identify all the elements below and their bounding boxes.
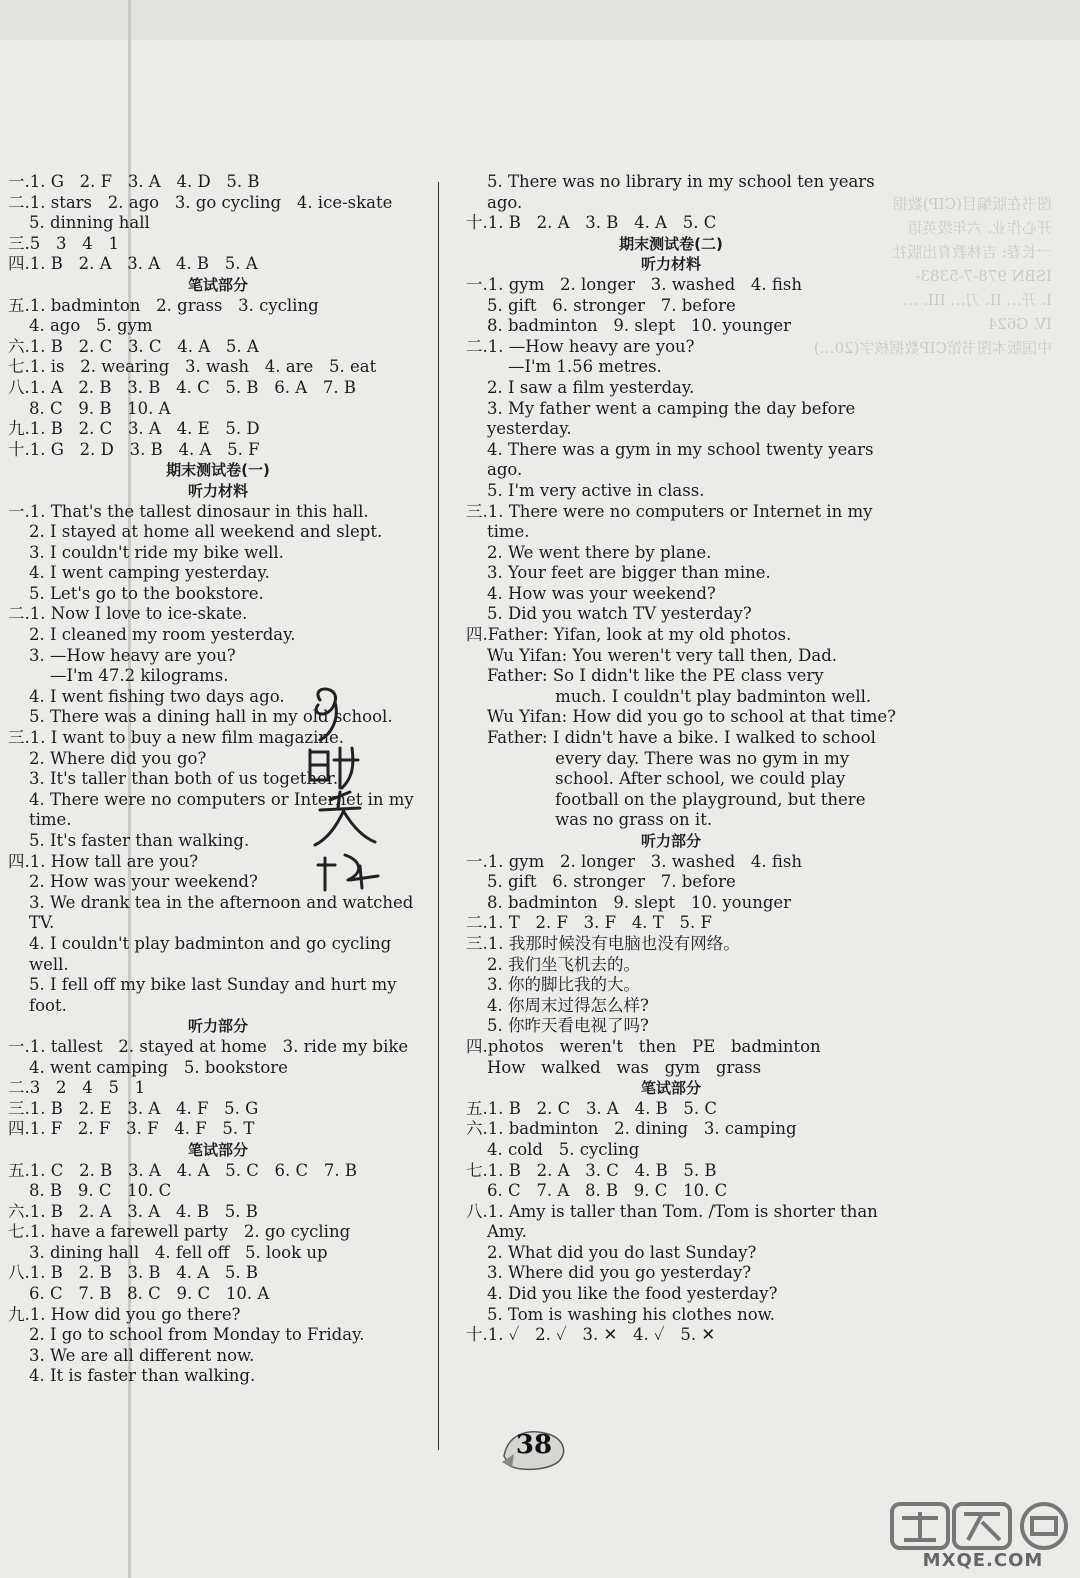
answer-line: 十.1. G 2. D 3. B 4. A 5. F [8, 439, 260, 459]
answer-line: 四.1. F 2. F 3. F 4. F 5. T [8, 1119, 255, 1139]
bleed-through-line: 一长春: 吉林教育出版社 [892, 243, 1052, 261]
answer-line: 二.1. Now I love to ice-skate. [8, 604, 248, 624]
answer-line: 三.1. B 2. E 3. A 4. F 5. G [8, 1098, 259, 1118]
answer-line: 2. What did you do last Sunday? [466, 1242, 757, 1262]
answer-line: 5. I fell off my bike last Sunday and hurt my [8, 975, 397, 995]
answer-line: 4. How was your weekend? [466, 583, 716, 603]
answer-line: 4. There was a gym in my school twenty years [466, 439, 874, 459]
answer-line: 3. 你的脚比我的大。 [466, 975, 640, 995]
answer-line: 3. —How heavy are you? [8, 645, 236, 665]
answer-line: 4. ago 5. gym [8, 316, 153, 336]
scan-edge [0, 0, 1080, 40]
answer-line: 九.1. B 2. C 3. A 4. E 5. D [8, 419, 260, 439]
answer-line: 3. I couldn't ride my bike well. [8, 542, 284, 562]
answer-line: 四.photos weren't then PE badminton [466, 1036, 821, 1056]
answer-line: How walked was gym grass [466, 1057, 762, 1077]
answer-line: football on the playground, but there [466, 789, 866, 809]
answer-line: 三.1. 我那时候没有电脑也没有网络。 [466, 933, 740, 953]
answer-line: 4. Did you like the food yesterday? [466, 1284, 778, 1304]
answer-line: 一.1. G 2. F 3. A 4. D 5. B [8, 172, 260, 191]
answer-line: 六.1. B 2. C 3. C 4. A 5. A [8, 336, 259, 356]
section-heading: 笔试部分 [187, 1140, 248, 1159]
answer-line: 2. We went there by plane. [466, 542, 712, 562]
page-number: 38 [515, 1430, 553, 1460]
section-heading: 听力部分 [187, 1017, 248, 1036]
answer-line: 2. I stayed at home all weekend and slept. [8, 522, 383, 542]
handwriting-scribble [300, 680, 410, 900]
answer-line: 5. I'm very active in class. [466, 480, 705, 500]
watermark-logo [888, 1500, 1078, 1578]
answer-line: 四.1. How tall are you? [8, 851, 199, 871]
section-heading: 期末测试卷(一) [166, 461, 270, 480]
answer-line: 七.1. have a farewell party 2. go cycling [8, 1222, 351, 1242]
answer-line: 4. 你周末过得怎么样? [466, 995, 649, 1015]
answer-line: 五.1. badminton 2. grass 3. cycling [8, 295, 319, 315]
answer-line: ago. [466, 192, 523, 212]
answer-line: 4. I went camping yesterday. [8, 563, 270, 583]
answer-line: 5. Did you watch TV yesterday? [466, 604, 752, 624]
answer-line: 八.1. B 2. B 3. B 4. A 5. B [8, 1263, 259, 1283]
answer-line: 2. Where did you go? [8, 748, 207, 768]
answer-line: —I'm 47.2 kilograms. [8, 666, 229, 686]
answer-line: 6. C 7. B 8. C 9. C 10. A [8, 1284, 270, 1304]
answer-line: 三.5 3 4 1 [8, 233, 119, 253]
answer-line: 8. C 9. B 10. A [8, 398, 171, 418]
section-heading: 听力材料 [187, 481, 248, 500]
section-heading: 听力材料 [640, 255, 701, 274]
answer-line: was no grass on it. [466, 810, 713, 830]
answer-line: 5. It's faster than walking. [8, 831, 250, 850]
watermark-url: MXQE.COM [922, 1550, 1044, 1571]
answer-line: 二.1. stars 2. ago 3. go cycling 4. ice-skate [8, 192, 393, 212]
answer-line: 2. I cleaned my room yesterday. [8, 625, 296, 645]
answer-line: Wu Yifan: How did you go to school at that time? [466, 707, 896, 727]
answer-line: 5. dinning hall [8, 213, 150, 233]
answer-line: well. [8, 954, 69, 974]
answer-line: 8. badminton 9. slept 10. younger [466, 316, 792, 336]
answer-line: 九.1. How did you go there? [8, 1304, 241, 1324]
answer-line: 2. How was your weekend? [8, 872, 258, 892]
answer-line: 5. gift 6. stronger 7. before [466, 295, 736, 315]
answer-line: 3. We are all different now. [8, 1345, 255, 1365]
bleed-through-line: 中国版本图书馆CIP数据核字(20…) [813, 339, 1052, 357]
answer-column-right [466, 172, 896, 1346]
bleed-through-line: ISBN 978-7-5383- [915, 267, 1052, 285]
answer-line: yesterday. [466, 419, 572, 439]
answer-line: 三.1. I want to buy a new film magazine. [8, 728, 345, 748]
answer-line: 4. went camping 5. bookstore [8, 1057, 288, 1077]
answer-line: 4. I couldn't play badminton and go cycling [8, 933, 392, 953]
answer-line: 5. Tom is washing his clothes now. [466, 1304, 776, 1324]
answer-line: 5. gift 6. stronger 7. before [466, 872, 736, 892]
bleed-through-line: I. 开… II. 刀… III. … [903, 291, 1052, 309]
page-number-badge [498, 1426, 570, 1472]
answer-line: 3. dining hall 4. fell off 5. look up [8, 1242, 328, 1262]
answer-line: 一.1. gym 2. longer 3. washed 4. fish [466, 851, 802, 871]
answer-line: time. [8, 810, 72, 830]
answer-line: every day. There was no gym in my [466, 748, 850, 768]
answer-line: 七.1. is 2. wearing 3. wash 4. are 5. eat [8, 357, 377, 377]
answer-line: 一.1. That's the tallest dinosaur in this hall. [8, 501, 369, 521]
answer-line: 二.3 2 4 5 1 [8, 1078, 146, 1098]
answer-line: TV. [8, 913, 55, 933]
answer-line: 5. Let's go to the bookstore. [8, 583, 264, 603]
answer-line: 8. B 9. C 10. C [8, 1181, 172, 1201]
answer-line: 8. badminton 9. slept 10. younger [466, 892, 792, 912]
section-heading: 听力部分 [640, 832, 701, 850]
answer-line: 六.1. B 2. A 3. A 4. B 5. B [8, 1201, 258, 1221]
answer-line: 十.1. ✓ 2. ✓ 3. ✕ 4. ✓ 5. ✕ [466, 1325, 716, 1345]
answer-line: 4. It is faster than walking. [8, 1366, 256, 1386]
answer-line: 3. It's taller than both of us together. [8, 769, 339, 789]
answer-line: 五.1. B 2. C 3. A 4. B 5. C [466, 1098, 718, 1118]
answer-line: 3. My father went a camping the day before [466, 398, 856, 418]
answer-line: 5. 你昨天看电视了吗? [466, 1016, 649, 1036]
answer-line: 七.1. B 2. A 3. C 4. B 5. B [466, 1160, 717, 1180]
answer-line: 4. I went fishing two days ago. [8, 686, 285, 706]
answer-line: Father: I didn't have a bike. I walked to school [466, 728, 876, 748]
answer-line: school. After school, we could play [466, 769, 846, 789]
answer-line: much. I couldn't play badminton well. [466, 686, 872, 706]
answer-line: Father: So I didn't like the PE class very [466, 666, 824, 686]
column-divider [438, 182, 439, 1450]
answer-line: 3. Where did you go yesterday? [466, 1263, 752, 1283]
bleed-through-line: 开心作业. 六年级英语 [907, 219, 1052, 237]
answer-line: 4. There were no computers or Internet in my [8, 789, 414, 809]
answer-line: 2. I go to school from Monday to Friday. [8, 1325, 365, 1345]
answer-line: 一.1. gym 2. longer 3. washed 4. fish [466, 274, 802, 294]
answer-line: —I'm 1.56 metres. [466, 357, 662, 377]
answer-line: 三.1. There were no computers or Internet in my [466, 501, 873, 521]
answer-line: ago. [466, 460, 523, 480]
answer-line: 八.1. Amy is taller than Tom. /Tom is shorter than [466, 1201, 878, 1221]
answer-line: 四.Father: Yifan, look at my old photos. [466, 625, 792, 645]
answer-line: 3. We drank tea in the afternoon and watched [8, 892, 414, 912]
section-heading: 笔试部分 [640, 1079, 701, 1098]
answer-line: foot. [8, 995, 67, 1015]
answer-logo-icon [888, 1500, 1078, 1552]
answer-line: Amy. [466, 1222, 527, 1242]
answer-line: 二.1. —How heavy are you? [466, 336, 695, 356]
answer-line: 五.1. C 2. B 3. A 4. A 5. C 6. C 7. B [8, 1160, 358, 1180]
bleed-through-line: 图书在版编目(CIP)数据 [892, 195, 1052, 213]
answer-line: 5. There was a dining hall in my old school. [8, 707, 393, 727]
answer-line: 八.1. A 2. B 3. B 4. C 5. B 6. A 7. B [8, 377, 357, 397]
answer-line: 六.1. badminton 2. dining 3. camping [466, 1119, 797, 1139]
answer-line: 5. There was no library in my school ten years [466, 172, 875, 191]
answer-line: 十.1. B 2. A 3. B 4. A 5. C [466, 213, 717, 233]
answer-line: 一.1. tallest 2. stayed at home 3. ride my bike [8, 1036, 409, 1056]
section-heading: 期末测试卷(二) [619, 234, 723, 253]
answer-line: 四.1. B 2. A 3. A 4. B 5. A [8, 254, 258, 274]
answer-line: 6. C 7. A 8. B 9. C 10. C [466, 1181, 728, 1201]
answer-line: 4. cold 5. cycling [466, 1139, 640, 1159]
answer-line: 二.1. T 2. F 3. F 4. T 5. F [466, 913, 712, 933]
answer-line: 3. Your feet are bigger than mine. [466, 563, 771, 583]
answer-line: 2. I saw a film yesterday. [466, 377, 695, 397]
answer-line: 2. 我们坐飞机去的。 [466, 954, 640, 974]
section-heading: 笔试部分 [187, 275, 248, 294]
answer-line: Wu Yifan: You weren't very tall then, Dad. [466, 645, 838, 665]
answer-line: time. [466, 522, 530, 542]
bleed-through-line: IV. G624 [987, 315, 1052, 333]
